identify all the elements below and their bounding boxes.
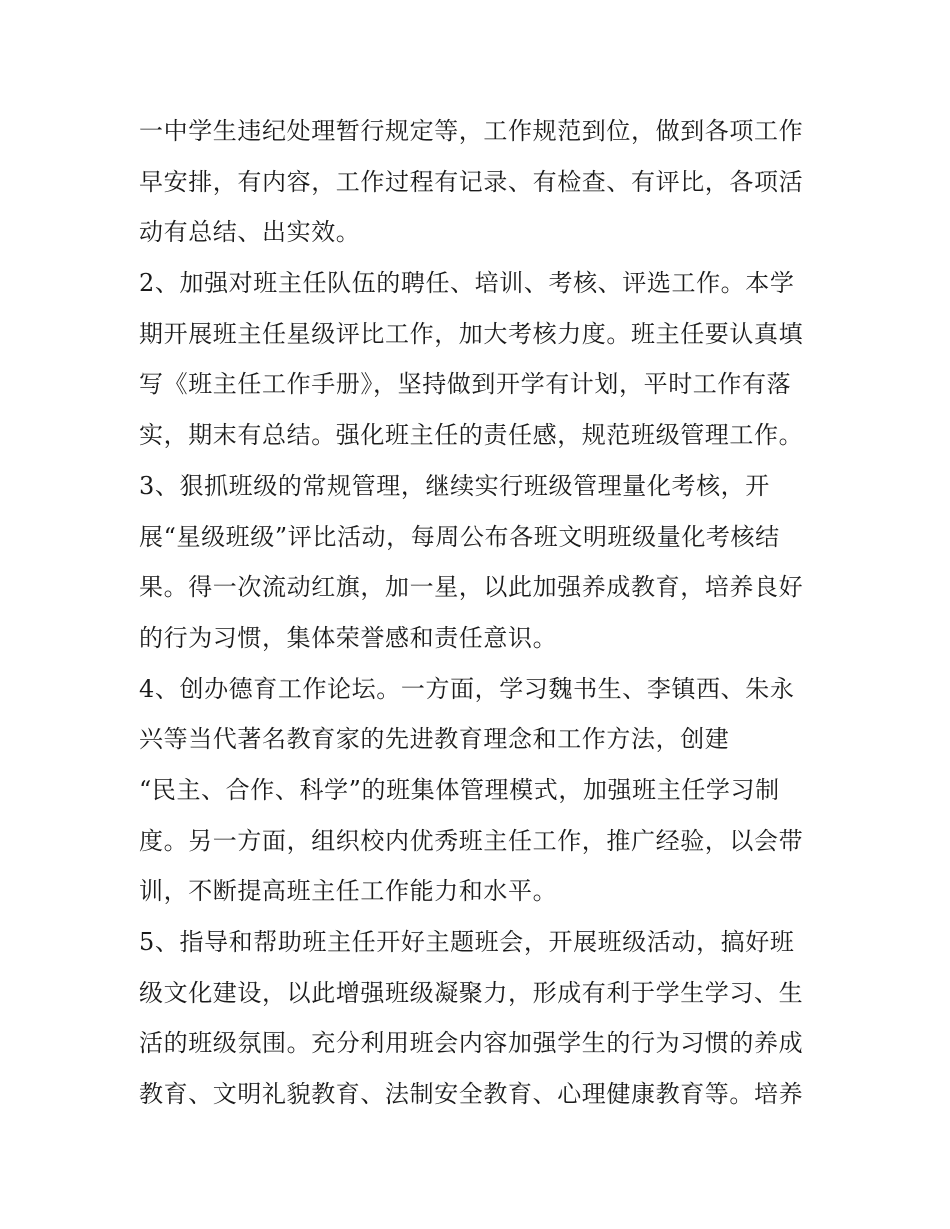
text-line: 兴等当代著名教育家的先进教育理念和工作方法，创建: [139, 725, 730, 754]
text-line: 训，不断提高班主任工作能力和水平。: [139, 877, 558, 906]
text-line: 教育、文明礼貌教育、法制安全教育、心理健康教育等。培养: [139, 1080, 804, 1109]
text-line: 展“星级班级”评比活动，每周公布各班文明班级量化考核结: [139, 522, 780, 551]
text-line: 3、狠抓班级的常规管理，继续实行班级管理量化考核，开: [139, 471, 770, 500]
text-line: 度。另一方面，组织校内优秀班主任工作，推广经验，以会带: [139, 826, 804, 855]
text-line: 实，期末有总结。强化班主任的责任感，规范班级管理工作。: [139, 421, 804, 450]
text-line: 4、创办德育工作论坛。一方面，学习魏书生、李镇西、朱永: [139, 674, 795, 703]
text-line: 5、指导和帮助班主任开好主题班会，开展班级活动，搞好班: [139, 928, 795, 956]
text-line: 写《班主任工作手册》，坚持做到开学有计划，平时工作有落: [139, 370, 792, 399]
text-line: 的行为习惯，集体荣誉感和责任意识。: [139, 623, 558, 652]
body-text: [139, 106, 819, 1120]
text-line: 早安排，有内容，工作过程有记录、有检查、有评比，各项活: [139, 167, 804, 196]
text-line: 期开展班主任星级评比工作，加大考核力度。班主任要认真填: [139, 319, 804, 348]
text-line: 动有总结、出实效。: [139, 218, 361, 247]
text-line: 2、加强对班主任队伍的聘任、培训、考核、评选工作。本学: [139, 269, 795, 298]
text-line: “民主、合作、科学”的班集体管理模式，加强班主任学习制: [139, 775, 780, 804]
text-line: 一中学生违纪处理暂行规定等，工作规范到位，做到各项工作: [139, 117, 804, 145]
text-line: 级文化建设，以此增强班级凝聚力，形成有利于学生学习、生: [139, 978, 804, 1007]
text-line: 活的班级氛围。充分利用班会内容加强学生的行为习惯的养成: [139, 1029, 804, 1058]
text-line: 果。得一次流动红旗，加一星，以此加强养成教育，培养良好: [139, 573, 804, 602]
